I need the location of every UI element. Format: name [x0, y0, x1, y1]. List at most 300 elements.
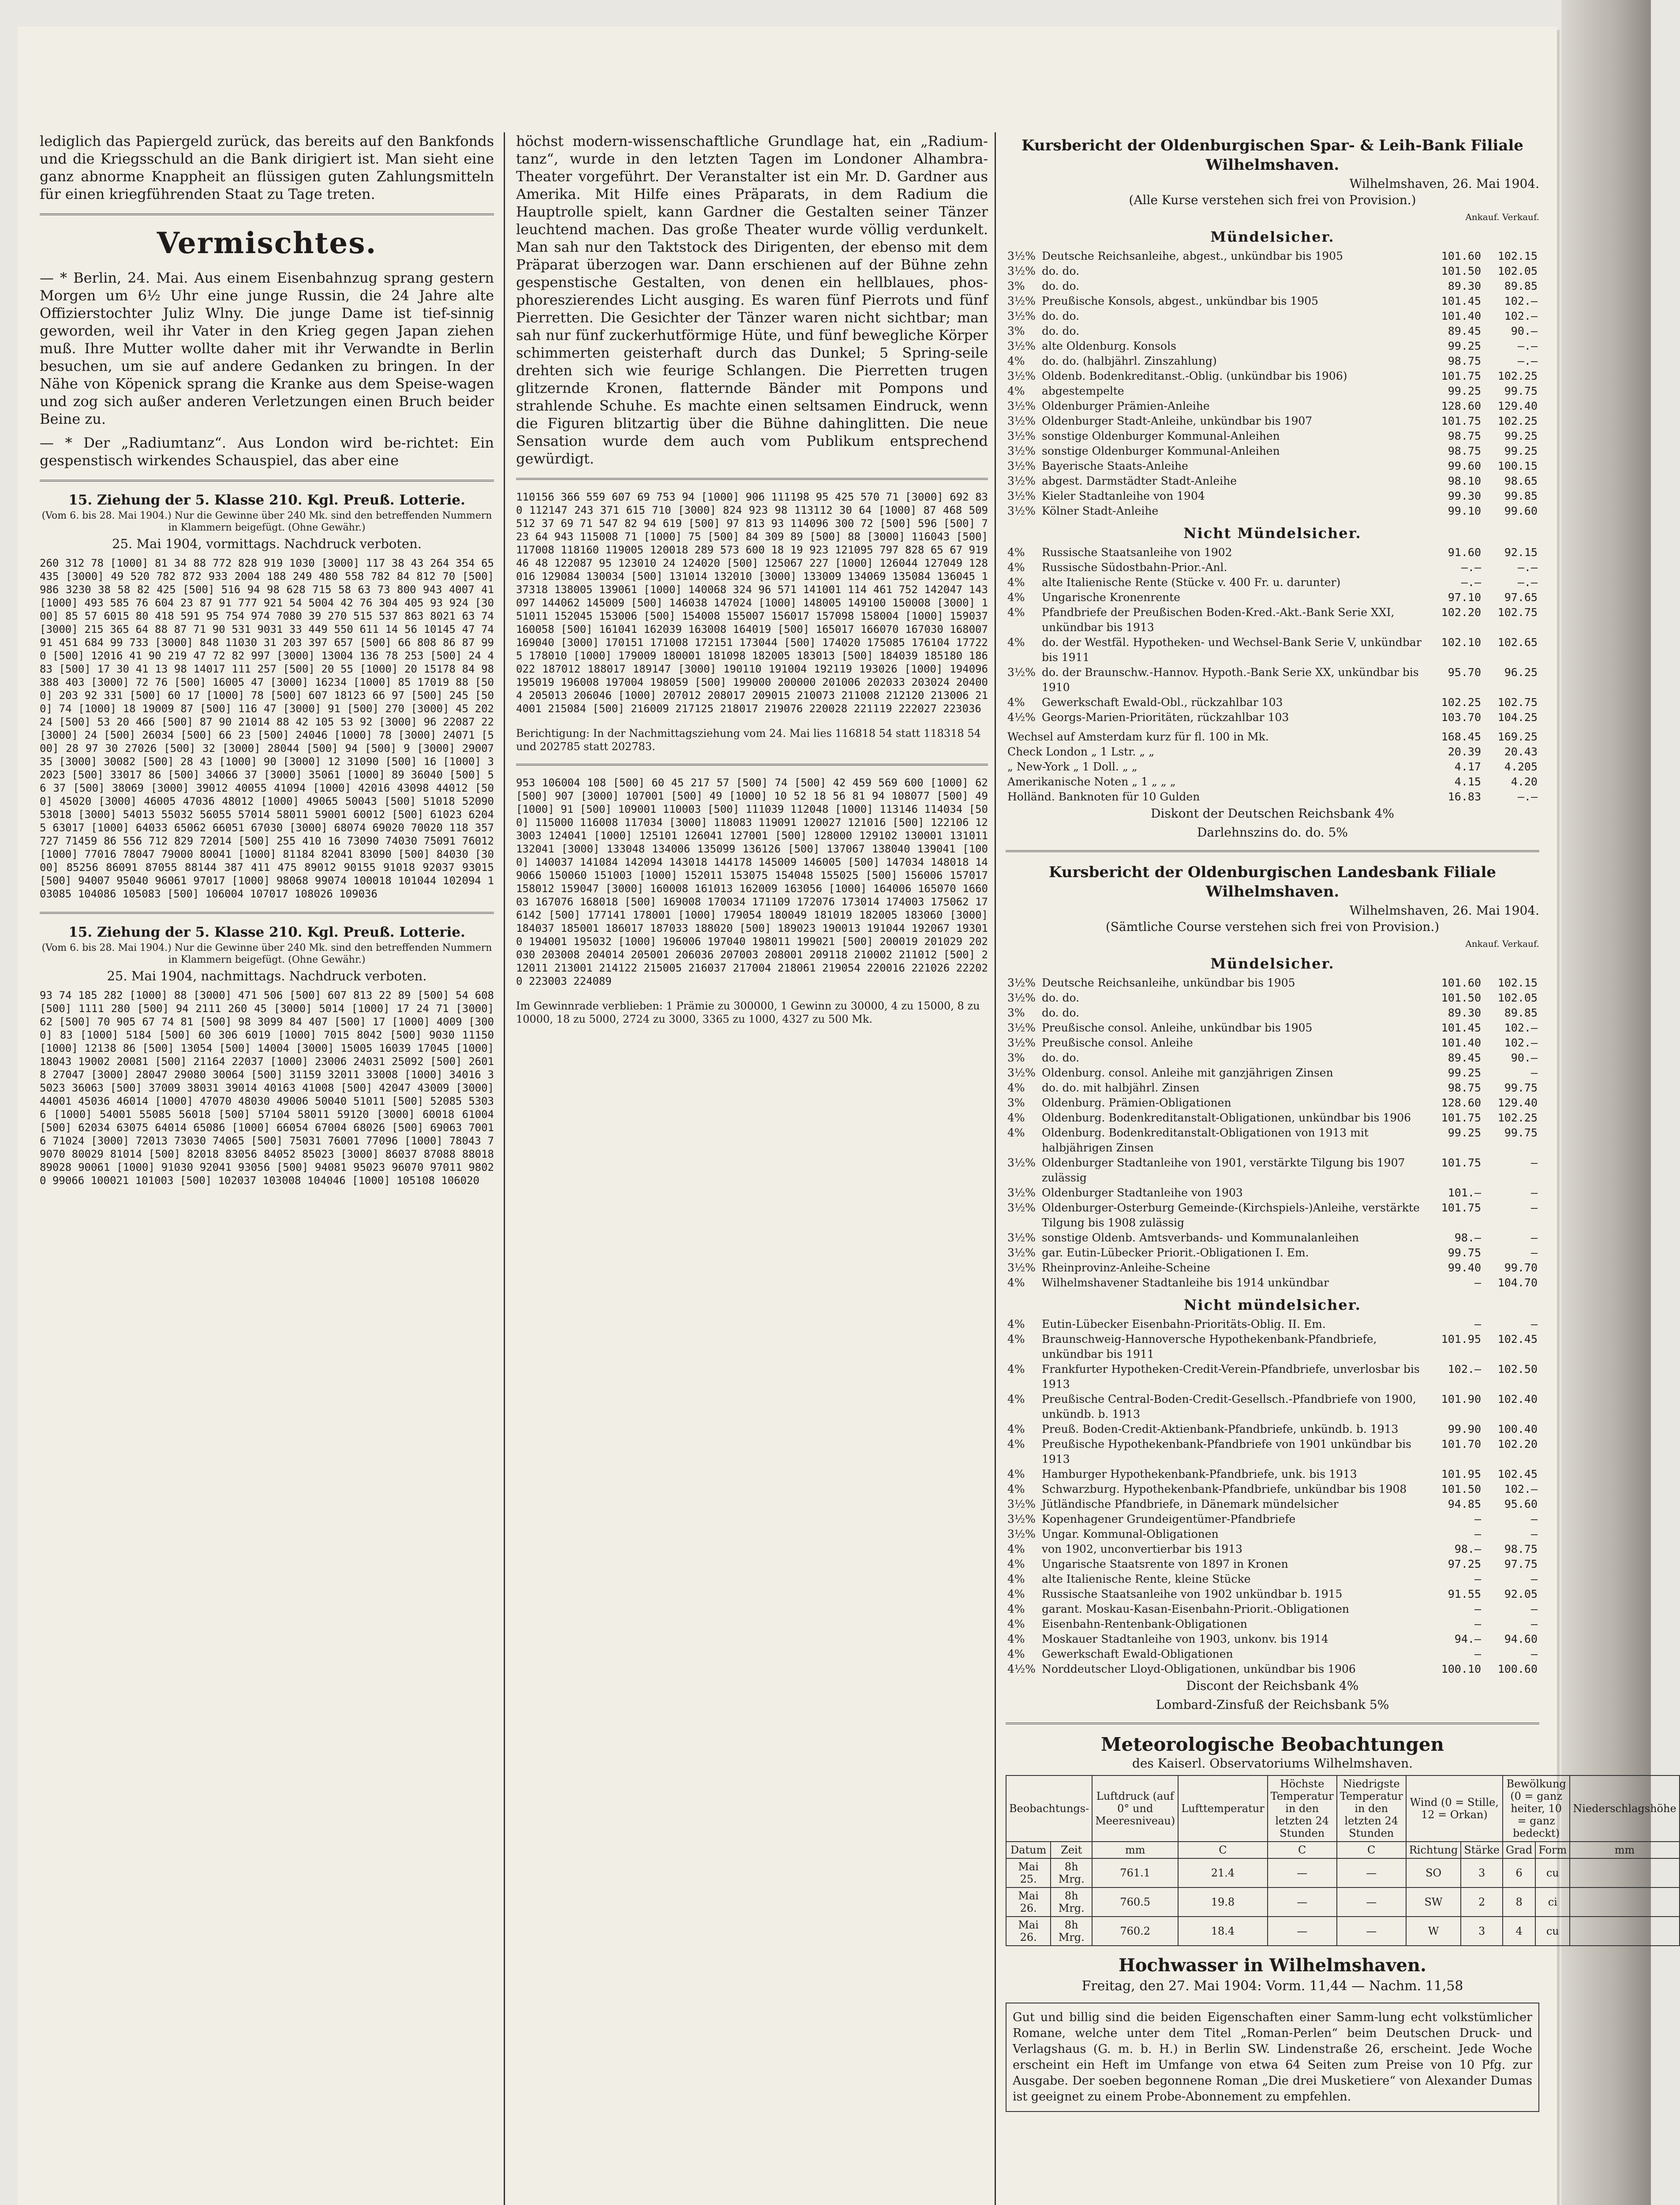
rates-table: [1006, 545, 1539, 725]
weather-cell: 2: [1461, 1887, 1503, 1917]
sell-price: 129.40: [1497, 1096, 1538, 1109]
security-name: alte Oldenburg. Konsols: [1042, 340, 1176, 352]
interest-rate: 3½%: [1007, 475, 1036, 487]
sell-price: 4.205: [1504, 760, 1538, 773]
rates-table: [1006, 975, 1539, 1290]
buy-price: 99.25: [1448, 1126, 1481, 1139]
advertisement: Gut und billig sind die beiden Eigenschaften einer Samm-lung echt volkstümlicher Romane, welche unter dem Titel „Roman-Perlen“ beim Deutschen Druck- und Verlagshaus (G. m. b. H.) in Berlin SW. Lindenstraße 26, erscheint. Jede Woche erscheint ein Heft im Umfange von etwa 64 Seiten zum Preise von 10 Pfg. zur Ausgabe. Der soeben begonnene Roman „Die drei Musketiere“ von Alexander Dumas ist geeignet zu einem Probe-Abonnement zu empfehlen.: [1006, 2003, 1539, 2112]
rate-column-header: Ankauf. Verkauf.: [1465, 938, 1539, 949]
security-name: do. do. (halbjährl. Zinszahlung): [1042, 355, 1217, 367]
bank-report-1: [1006, 136, 1539, 840]
sell-price: 102.—: [1504, 1021, 1538, 1034]
rate-row: [1006, 744, 1539, 759]
rate-row: [1006, 1422, 1539, 1437]
security-name: do. der Braunschw.-Hannov. Hypoth.-Bank Serie XX, unkündbar bis 1910: [1042, 666, 1419, 694]
section-label: Mündelsicher.: [1210, 228, 1335, 245]
weather-cell: —: [1337, 1858, 1406, 1887]
sell-price: 98.65: [1504, 475, 1538, 487]
security-name: do. do.: [1042, 325, 1080, 337]
buy-price: 102.20: [1441, 606, 1481, 619]
sell-price: 99.25: [1504, 430, 1538, 442]
sell-price: 96.25: [1504, 666, 1538, 679]
section-heading: Vermischtes.: [157, 226, 377, 260]
interest-rate: 3½%: [1007, 400, 1036, 412]
divider: [40, 213, 494, 215]
sell-price: 97.65: [1504, 591, 1538, 604]
sell-price: —: [1530, 1231, 1538, 1244]
rate-row: [1006, 324, 1539, 339]
rate-row: [1006, 1005, 1539, 1020]
sell-price: 102.40: [1497, 1393, 1538, 1405]
security-name: Ungarische Kronenrente: [1042, 591, 1181, 604]
rate-row: [1006, 1200, 1539, 1230]
column-rule: [995, 132, 996, 2205]
interest-rate: 3%: [1007, 325, 1025, 337]
interest-rate: 3½%: [1007, 1528, 1036, 1540]
sell-price: 102.—: [1504, 1036, 1538, 1049]
discount-rate: Discont der Reichsbank 4%: [1186, 1678, 1359, 1693]
buy-price: 99.30: [1448, 490, 1481, 502]
weather-cell: Mai 26.: [1006, 1917, 1051, 1946]
section-label: Nicht Mündelsicher.: [1183, 525, 1362, 542]
security-name: Kopenhagener Grundeigentümer-Pfandbriefe: [1042, 1513, 1296, 1525]
interest-rate: 3½%: [1007, 505, 1036, 517]
security-name: Jütländische Pfandbriefe, in Dänemark mündelsicher: [1042, 1498, 1339, 1510]
sell-price: —: [1530, 1201, 1538, 1214]
interest-rate: 3½%: [1007, 976, 1036, 989]
security-name: Oldenburger Prämien-Anleihe: [1042, 400, 1210, 412]
rate-row: [1006, 1437, 1539, 1467]
divider: [1006, 850, 1539, 852]
rate-row: [1006, 789, 1539, 804]
interest-rate: 3½%: [1007, 295, 1036, 307]
security-name: Kölner Stadt-Anleihe: [1042, 505, 1159, 517]
sell-price: —: [1530, 1156, 1538, 1169]
buy-price: 102.—: [1448, 1363, 1481, 1375]
interest-rate: 3½%: [1007, 310, 1036, 322]
rate-row: [1006, 1632, 1539, 1647]
security-name: Oldenburg. consol. Anleihe mit ganzjährigen Zinsen: [1042, 1066, 1333, 1079]
rate-row: [1006, 635, 1539, 665]
weather-cell: cu: [1535, 1917, 1570, 1946]
interest-rate: 3½%: [1007, 340, 1036, 352]
buy-price: 4.17: [1454, 760, 1481, 773]
weather-cell: 19.8: [1178, 1887, 1267, 1917]
sell-price: —.—: [1517, 790, 1538, 803]
bank-report-title: Kursbericht der Oldenburgischen Landesbank Filiale Wilhelmshaven.: [1048, 863, 1497, 901]
interest-rate: 3½%: [1007, 1186, 1036, 1199]
rate-row: [1006, 545, 1539, 560]
rate-row: [1006, 774, 1539, 789]
weather-header: Luftdruck (auf 0° und Meeresniveau): [1092, 1775, 1178, 1842]
weather-cell: Mai 26.: [1006, 1887, 1051, 1917]
security-name: Hamburger Hypothekenbank-Pfandbriefe, unk. bis 1913: [1042, 1468, 1357, 1480]
security-name: do. do.: [1042, 280, 1080, 292]
interest-rate: 4%: [1007, 1648, 1025, 1660]
interest-rate: 3½%: [1007, 666, 1036, 679]
weather-title: Meteorologische Beobachtungen: [1101, 1734, 1444, 1755]
column-right: [1006, 132, 1676, 2205]
sell-price: 102.75: [1497, 696, 1538, 709]
sell-price: 95.60: [1504, 1498, 1538, 1510]
buy-price: 101.60: [1441, 250, 1481, 262]
weather-cell: 8h Mrg.: [1051, 1917, 1092, 1946]
buy-price: 99.25: [1448, 385, 1481, 397]
interest-rate: 3½%: [1007, 460, 1036, 472]
security-name: Norddeutscher Lloyd-Obligationen, unkündbar bis 1906: [1042, 1663, 1356, 1675]
sell-price: 99.75: [1504, 1081, 1538, 1094]
buy-price: 97.10: [1448, 591, 1481, 604]
security-name: Preußische Hypothekenbank-Pfandbriefe von 1901 unkündbar bis 1913: [1042, 1438, 1411, 1465]
sell-price: 4.20: [1511, 775, 1538, 788]
rate-row: [1006, 1080, 1539, 1095]
sell-price: 94.60: [1504, 1633, 1538, 1645]
weather-cell: ci: [1535, 1887, 1570, 1917]
sell-price: —: [1530, 1573, 1538, 1585]
weather-subheader: mm: [1092, 1842, 1178, 1858]
security-name: Gewerkschaft Ewald-Obl., rückzahlbar 103: [1042, 696, 1283, 709]
security-name: Schwarzburg. Hypothekenbank-Pfandbriefe, unkündbar bis 1908: [1042, 1483, 1407, 1495]
weather-header: Beobachtungs-: [1006, 1775, 1092, 1842]
buy-price: 98.—: [1454, 1231, 1481, 1244]
sell-price: 100.15: [1497, 460, 1538, 472]
sell-price: 99.85: [1504, 490, 1538, 502]
rate-row: [1006, 1050, 1539, 1065]
weather-cell: 18.4: [1178, 1917, 1267, 1946]
buy-price: 99.40: [1448, 1261, 1481, 1274]
weather-table: [1006, 1775, 1680, 1946]
buy-price: 99.25: [1448, 1066, 1481, 1079]
security-name: sonstige Oldenburger Kommunal-Anleihen: [1042, 445, 1280, 457]
security-name: Kieler Stadtanleihe von 1904: [1042, 490, 1205, 502]
weather-header: Lufttemperatur: [1178, 1775, 1267, 1842]
rate-row: [1006, 575, 1539, 590]
security-name: gar. Eutin-Lübecker Priorit.-Obligationen I. Em.: [1042, 1246, 1309, 1259]
rate-row: [1006, 1392, 1539, 1422]
sell-price: 102.45: [1497, 1468, 1538, 1480]
interest-rate: 4%: [1007, 696, 1025, 709]
rate-row: [1006, 1095, 1539, 1110]
column-left: [40, 132, 494, 2205]
interest-rate: 4%: [1007, 546, 1025, 559]
security-name: Eutin-Lübecker Eisenbahn-Prioritäts-Oblig. II. Em.: [1042, 1318, 1326, 1330]
security-name: Russische Staatsanleihe von 1902 unkündbar b. 1915: [1042, 1588, 1343, 1600]
weather-cell: 8h Mrg.: [1051, 1887, 1092, 1917]
security-name: Oldenb. Bodenkreditanst.-Oblig. (unkündbar bis 1906): [1042, 370, 1347, 382]
weather-header: Niederschlagshöhe: [1570, 1775, 1679, 1842]
rate-row: [1006, 1332, 1539, 1362]
sell-price: 102.50: [1497, 1363, 1538, 1375]
buy-price: 95.70: [1448, 666, 1481, 679]
buy-price: 101.60: [1441, 976, 1481, 989]
interest-rate: 4%: [1007, 1363, 1025, 1375]
security-name: do. do. mit halbjährl. Zinsen: [1042, 1081, 1200, 1094]
rate-row: [1006, 1110, 1539, 1125]
buy-price: 101.75: [1441, 1201, 1481, 1214]
rate-row: [1006, 474, 1539, 489]
security-name: do. do.: [1042, 991, 1080, 1004]
buy-price: 101.90: [1441, 1393, 1481, 1405]
buy-price: 91.55: [1448, 1588, 1481, 1600]
buy-price: 101.40: [1441, 310, 1481, 322]
weather-header: Höchste Temperatur in den letzten 24 Stunden: [1268, 1775, 1337, 1842]
security-name: Wilhelmshavener Stadtanleihe bis 1914 unkündbar: [1042, 1276, 1329, 1289]
buy-price: 98.75: [1448, 355, 1481, 367]
buy-price: —.—: [1461, 561, 1481, 574]
buy-price: 168.45: [1441, 730, 1481, 743]
security-name: do. do.: [1042, 265, 1080, 277]
interest-rate: 3½%: [1007, 1036, 1036, 1049]
interest-rate: 4%: [1007, 1318, 1025, 1330]
lottery-date: 25. Mai 1904, vormittags. Nachdruck verboten.: [112, 536, 422, 551]
interest-rate: 4%: [1007, 1333, 1025, 1345]
weather-subheader: Zeit: [1051, 1842, 1092, 1858]
rate-row: [1006, 1185, 1539, 1200]
rate-row: [1006, 590, 1539, 605]
rate-row: [1006, 249, 1539, 264]
security-name: do. do.: [1042, 1051, 1080, 1064]
security-name: Oldenburg. Bodenkreditanstalt-Obligationen von 1913 mit halbjährigen Zinsen: [1042, 1126, 1369, 1154]
buy-price: 91.60: [1448, 546, 1481, 559]
security-name: Bayerische Staats-Anleihe: [1042, 460, 1188, 472]
interest-rate: 4%: [1007, 1543, 1025, 1555]
weather-subheader: C: [1178, 1842, 1267, 1858]
security-name: Braunschweig-Hannoversche Hypothekenbank-Pfandbriefe, unkündbar bis 1911: [1042, 1333, 1377, 1360]
buy-price: —: [1474, 1513, 1481, 1525]
rate-row: [1006, 459, 1539, 474]
buy-price: 99.60: [1448, 460, 1481, 472]
rate-row: [1006, 710, 1539, 725]
rate-row: [1006, 279, 1539, 294]
weather-cell: 760.2: [1092, 1917, 1178, 1946]
sell-price: —: [1530, 1066, 1538, 1079]
rate-row: [1006, 414, 1539, 429]
rate-row: [1006, 1527, 1539, 1542]
rate-row: [1006, 1572, 1539, 1587]
weather-subheader: Datum: [1006, 1842, 1051, 1858]
weather-subheader: Grad: [1503, 1842, 1535, 1858]
interest-rate: 3½%: [1007, 1156, 1036, 1169]
buy-price: 94.85: [1448, 1498, 1481, 1510]
weather-cell: 4: [1503, 1917, 1535, 1946]
lottery-subtitle: (Vom 6. bis 28. Mai 1904.) Nur die Gewinne über 240 Mk. sind den betreffenden Nummern in Klammern beigefügt. (Ohne Gewähr.): [41, 510, 492, 533]
buy-price: —.—: [1461, 576, 1481, 589]
highwater-times: Freitag, den 27. Mai 1904: Vorm. 11,44 — Nachm. 11,58: [1081, 1978, 1463, 1994]
security-name: Wechsel auf Amsterdam kurz für fl. 100 in Mk.: [1007, 730, 1269, 743]
interest-rate: 3½%: [1007, 250, 1036, 262]
interest-rate: 4%: [1007, 1573, 1025, 1585]
interest-rate: 3½%: [1007, 415, 1036, 427]
lottery-numbers: 260 312 78 [1000] 81 34 88 772 828 919 1030 [3000] 117 38 43 264 354 65 435 [3000] 49 520 782 872 933 2004 188 249 480 558 782 84 812 70 [500] 986 3230 38 58 82 425 [500] 516 94 98 628 715 58 63 73 800 943 4007 41 [1000] 493 585 76 604 23 87 91 777 921 54 5004 42 76 304 405 93 924 [3000] 85 57 6015 80 418 591 95 754 974 7080 39 270 515 537 863 8021 63 74 [3000] 215 365 64 88 87 71 90 531 9031 33 449 550 611 14 56 10145 47 74 91 451 684 99 733 [3000] 848 11030 31 203 397 657 [500] 66 808 86 87 990 [500] 12016 41 90 219 47 72 82 997 [3000] 13004 136 78 253 [500] 24 483 [500] 17 30 41 13 98 14017 111 257 [500] 20 55 [1000] 20 15178 84 98 388 403 [3000] 72 76 [500] 16005 47 [3000] 16234 [1000] 85 17019 88 [500] 203 92 331 [500] 60 17 [1000] 78 [500] 607 18123 66 97 [500] 245 [500] 74 [1000] 18 19009 87 [500] 116 47 [3000] 91 [500] 270 [3000] 45 20224 [500] 53 20 466 [500] 87 90 21014 88 42 105 53 92 [3000] 96 22087 22 [3000] 24 [500] 26034 [500] 66 23 [500] 24046 [1000] 78 [3000] 24071 [500] 28 97 30 27026 [500] 32 [3000] 28044 [500] 94 [500] 9 [3000] 29007 35 [3000] 30082 [500] 28 43 [1000] 90 [3000] 12 31090 [500] 16 [1000] 32023 [500] 33017 86 [500] 34066 37 [3000] 35061 [1000] 89 36040 [500] 56 37 [500] 38069 [3000] 39012 40055 41094 [1000] 42016 43098 44012 [500] 45020 [3000] 46005 47036 48012 [1000] 49065 50043 [500] 51018 52090 53018 [3000] 54013 55032 56055 57014 58011 59001 60012 [500] 61023 62045 63017 [1000] 64033 65062 66051 67030 [3000] 68074 69020 70020 118 357 727 71459 86 556 712 829 72014 [500] 255 410 16 73090 74030 75091 76012 [1000] 77016 78047 79000 80041 [1000] 81184 82041 83090 [500] 84030 [3000] 85256 86091 87055 88144 387 411 475 89012 90155 91018 92037 93015 [500] 94007 95040 96061 97017 [1000] 98068 99074 100018 101044 102094 103085 104086 105083 [500] 106004 107017 108026 109036: [40, 557, 494, 900]
rate-row: [1006, 1647, 1539, 1662]
weather-cell: —: [1268, 1887, 1337, 1917]
rate-row: [1006, 695, 1539, 710]
buy-price: 99.25: [1448, 340, 1481, 352]
rate-row: [1006, 444, 1539, 459]
buy-price: 101.50: [1441, 1483, 1481, 1495]
security-name: Moskauer Stadtanleihe von 1903, unkonv. bis 1914: [1042, 1633, 1328, 1645]
bank-report-note: (Sämtliche Course verstehen sich frei von Provision.): [1105, 919, 1440, 934]
security-name: do. der Westfäl. Hypotheken- und Wechsel-Bank Serie V, unkündbar bis 1911: [1042, 636, 1422, 664]
sell-price: —: [1530, 1246, 1538, 1259]
divider: [516, 478, 988, 480]
buy-price: 101.45: [1441, 295, 1481, 307]
weather-report: [1006, 1734, 1676, 1946]
rates-table: [1006, 1317, 1539, 1677]
security-name: Rheinprovinz-Anleihe-Scheine: [1042, 1261, 1210, 1274]
weather-cell: 21.4: [1178, 1858, 1267, 1887]
weather-row: [1006, 1887, 1680, 1917]
interest-rate: 4%: [1007, 1558, 1025, 1570]
interest-rate: 4%: [1007, 606, 1025, 619]
interest-rate: 4%: [1007, 1633, 1025, 1645]
interest-rate: 4%: [1007, 1393, 1025, 1405]
rate-row: [1006, 1035, 1539, 1050]
rate-row: [1006, 1260, 1539, 1275]
divider: [1006, 1723, 1539, 1724]
rate-row: [1006, 1230, 1539, 1245]
buy-price: 101.45: [1441, 1021, 1481, 1034]
correction-note: Berichtigung: In der Nachmittagsziehung vom 24. Mai lies 116818 54 statt 118318 54 und 202785 statt 202783.: [516, 727, 981, 753]
interest-rate: 4%: [1007, 1603, 1025, 1615]
security-name: Amerikanische Noten „ 1 „ „ „: [1007, 775, 1176, 788]
sell-price: —: [1530, 1618, 1538, 1630]
weather-header: Bewölkung (0 = ganz heiter, 10 = ganz bedeckt): [1503, 1775, 1570, 1842]
highwater-title: Hochwasser in Wilhelmshaven.: [1119, 1955, 1426, 1976]
sell-price: 104.70: [1497, 1276, 1538, 1289]
rate-row: [1006, 1587, 1539, 1602]
interest-rate: 4%: [1007, 561, 1025, 574]
sell-price: 89.85: [1504, 1006, 1538, 1019]
column-middle: [516, 132, 988, 2205]
rate-row: [1006, 399, 1539, 414]
sell-price: 102.20: [1497, 1438, 1538, 1450]
security-name: Eisenbahn-Rentenbank-Obligationen: [1042, 1618, 1247, 1630]
sell-price: 92.15: [1504, 546, 1538, 559]
sell-price: 99.60: [1504, 505, 1538, 517]
buy-price: —: [1474, 1318, 1481, 1330]
sell-price: 102.—: [1504, 295, 1538, 307]
interest-rate: 3%: [1007, 280, 1025, 292]
interest-rate: 3½%: [1007, 1261, 1036, 1274]
buy-price: 98.75: [1448, 430, 1481, 442]
rate-row: [1006, 1497, 1539, 1512]
weather-header: Niedrigste Temperatur in den letzten 24 Stunden: [1337, 1775, 1406, 1842]
interest-rate: 4%: [1007, 636, 1025, 649]
buy-price: 98.75: [1448, 1081, 1481, 1094]
rate-row: [1006, 504, 1539, 519]
interest-rate: 4%: [1007, 385, 1025, 397]
lottery-numbers: 93 74 185 282 [1000] 88 [3000] 471 506 [500] 607 813 22 89 [500] 54 608 [500] 1111 280 [500] 94 2111 260 45 [3000] 5014 [1000] 17 24 71 [3000] 62 [500] 70 905 67 74 81 [500] 98 3099 84 407 [500] 17 [1000] 4009 [3000] 83 [1000] 5184 [500] 60 306 6019 [1000] 7015 8042 [500] 9030 11150 [1000] 12138 86 [500] 13054 [500] 14004 [3000] 15005 16039 17045 [1000] 18043 19002 20081 [500] 21164 22037 [1000] 23006 24031 25092 [500] 26018 27047 [3000] 28047 29080 30064 [500] 31159 32011 33008 [1000] 34016 35023 36063 [500] 37009 38031 39014 40163 41008 [500] 42047 43009 [3000] 44001 45036 46014 [1000] 47070 48030 49006 50040 51011 [500] 52085 53036 [1000] 54001 55085 56018 [500] 57104 58011 59120 [3000] 60018 61004 [500] 62034 63075 64014 65086 [1000] 66054 67004 68026 [500] 69063 70016 71024 [3000] 72013 73030 74065 [500] 75031 76001 77096 [1000] 78043 79070 80029 81014 [500] 82018 83056 84052 85023 [3000] 86037 87088 88018 89028 90061 [1000] 91030 92041 93056 [500] 94081 95023 96070 97011 98020 99066 100021 101003 [500] 102037 103008 104046 [1000] 105108 106020: [40, 989, 494, 1187]
buy-price: —: [1474, 1528, 1481, 1540]
rate-row: [1006, 354, 1539, 369]
security-name: do. do.: [1042, 310, 1080, 322]
buy-price: 89.30: [1448, 1006, 1481, 1019]
weather-cell: 6: [1503, 1858, 1535, 1887]
buy-price: 101.—: [1448, 1186, 1481, 1199]
buy-price: 102.25: [1441, 696, 1481, 709]
weather-subheader: Richtung: [1406, 1842, 1461, 1858]
interest-rate: 3½%: [1007, 265, 1036, 277]
rate-row: [1006, 1557, 1539, 1572]
rate-row: [1006, 1020, 1539, 1035]
sell-price: —: [1530, 1603, 1538, 1615]
rates-table: [1006, 249, 1539, 519]
weather-cell: 8: [1503, 1887, 1535, 1917]
rate-row: [1006, 560, 1539, 575]
weather-subheader: Form: [1535, 1842, 1570, 1858]
buy-price: —: [1474, 1603, 1481, 1615]
security-name: Frankfurter Hypotheken-Credit-Verein-Pfandbriefe, unverlosbar bis 1913: [1042, 1363, 1420, 1390]
bank-report-title: Kursbericht der Oldenburgischen Spar- & Leih-Bank Filiale Wilhelmshaven.: [1021, 137, 1523, 174]
buy-price: 99.90: [1448, 1423, 1481, 1435]
interest-rate: 4%: [1007, 576, 1025, 589]
weather-cell: SO: [1406, 1858, 1461, 1887]
interest-rate: 3½%: [1007, 1021, 1036, 1034]
interest-rate: 3½%: [1007, 1513, 1036, 1525]
interest-rate: 3½%: [1007, 1066, 1036, 1079]
sell-price: 102.—: [1504, 1483, 1538, 1495]
exchange-table: [1006, 729, 1539, 804]
sell-price: 92.05: [1504, 1588, 1538, 1600]
rate-row: [1006, 605, 1539, 635]
security-name: sonstige Oldenb. Amtsverbands- und Kommunalanleihen: [1042, 1231, 1359, 1244]
sell-price: —.—: [1517, 355, 1538, 367]
interest-rate: 4%: [1007, 355, 1025, 367]
security-name: do. do.: [1042, 1006, 1080, 1019]
weather-row: [1006, 1917, 1680, 1946]
sell-price: 102.25: [1497, 370, 1538, 382]
security-name: Preußische Konsols, abgest., unkündbar bis 1905: [1042, 295, 1318, 307]
interest-rate: 3%: [1007, 1096, 1025, 1109]
weather-subheader: C: [1268, 1842, 1337, 1858]
weather-cell: —: [1268, 1917, 1337, 1946]
security-name: Gewerkschaft Ewald-Obligationen: [1042, 1648, 1233, 1660]
sell-price: 102.65: [1497, 636, 1538, 649]
weather-header: Wind (0 = Stille, 12 = Orkan): [1406, 1775, 1503, 1842]
news-item: — * Der „Radiumtanz“. Aus London wird be-richtet: Ein gespenstisch wirkendes Schauspiel, das aber eine: [40, 434, 494, 469]
divider: [40, 480, 494, 482]
loan-rate: Darlehnszins do. do. 5%: [1197, 825, 1348, 840]
sell-price: 99.70: [1504, 1261, 1538, 1274]
weather-cell: [1570, 1887, 1679, 1917]
weather-cell: Mai 25.: [1006, 1858, 1051, 1887]
interest-rate: 4%: [1007, 1081, 1025, 1094]
rate-row: [1006, 264, 1539, 279]
weather-cell: 761.1: [1092, 1858, 1178, 1887]
security-name: Deutsche Reichsanleihe, unkündbar bis 1905: [1042, 976, 1295, 989]
sell-price: 102.45: [1497, 1333, 1538, 1345]
interest-rate: 4%: [1007, 1126, 1025, 1139]
intro-paragraph: lediglich das Papiergeld zurück, das bereits auf den Bankfonds und die Kriegsschuld an die Bank dirigiert ist. Man sieht eine ganz abnorme Knappheit an flüssigen guten Zahlungsmitteln für einen kriegführenden Staat zu Tage treten.: [40, 133, 494, 202]
interest-rate: 3½%: [1007, 490, 1036, 502]
security-name: Preußische consol. Anleihe, unkündbar bis 1905: [1042, 1021, 1313, 1034]
sell-price: 99.75: [1504, 1126, 1538, 1139]
sell-price: 104.25: [1497, 711, 1538, 724]
rate-row: [1006, 729, 1539, 744]
sell-price: 90.—: [1511, 325, 1538, 337]
buy-price: 100.10: [1441, 1663, 1481, 1675]
sell-price: 102.75: [1497, 606, 1538, 619]
interest-rate: 3½%: [1007, 991, 1036, 1004]
column-rule: [504, 132, 505, 2205]
rate-row: [1006, 489, 1539, 504]
security-name: Preußische consol. Anleihe: [1042, 1036, 1193, 1049]
sell-price: —: [1530, 1186, 1538, 1199]
buy-price: 128.60: [1441, 400, 1481, 412]
buy-price: 102.10: [1441, 636, 1481, 649]
security-name: abgestempelte: [1042, 385, 1124, 397]
